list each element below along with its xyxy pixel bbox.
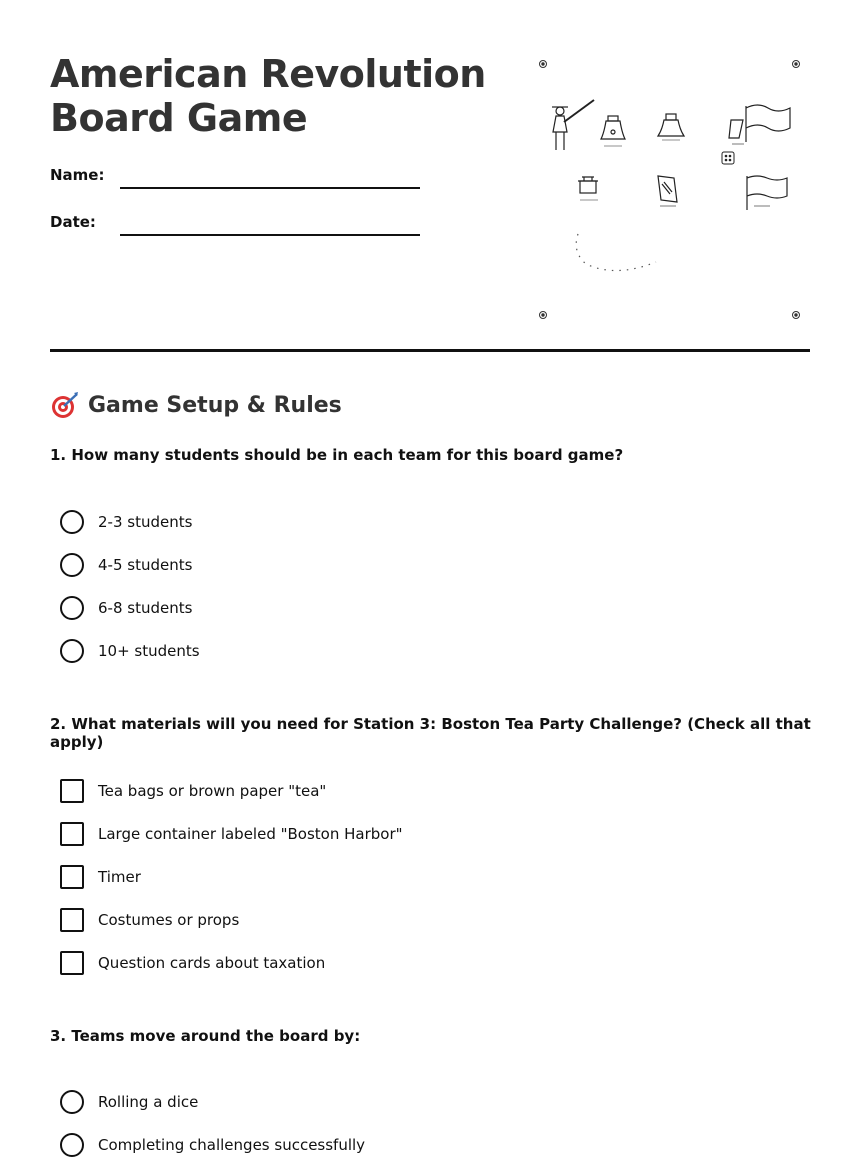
option-label: Tea bags or brown paper "tea" xyxy=(98,782,327,800)
question-1: 1. How many students should be in each team for this board game? xyxy=(50,446,624,464)
date-field[interactable] xyxy=(120,234,420,236)
q1-option-1[interactable] xyxy=(60,509,192,535)
option-label: 2-3 students xyxy=(98,513,193,531)
option-label: Timer xyxy=(98,868,141,886)
bell-icon xyxy=(658,114,684,140)
option-label: 6-8 students xyxy=(98,599,193,617)
q1-option-4[interactable] xyxy=(60,638,200,664)
q1-option-2[interactable] xyxy=(60,552,192,578)
q2-option-1[interactable] xyxy=(60,778,326,804)
checkbox[interactable] xyxy=(60,779,84,803)
q3-option-2[interactable] xyxy=(60,1132,365,1158)
header-divider xyxy=(50,349,810,352)
name-field[interactable] xyxy=(120,187,420,189)
checkbox[interactable] xyxy=(60,908,84,932)
liberty-bell-icon xyxy=(601,116,625,146)
q1-option-3[interactable] xyxy=(60,595,192,621)
flag-icon xyxy=(747,176,787,210)
section-title: Game Setup & Rules xyxy=(88,392,342,418)
checkbox[interactable] xyxy=(60,951,84,975)
radio-button[interactable] xyxy=(60,1090,84,1114)
building-icon xyxy=(578,177,598,200)
section-heading xyxy=(50,390,342,420)
option-label: Completing challenges successfully xyxy=(98,1136,366,1154)
q2-option-2[interactable] xyxy=(60,821,403,847)
radio-button[interactable] xyxy=(60,553,84,577)
option-label: 4-5 students xyxy=(98,556,193,574)
q2-option-4[interactable] xyxy=(60,907,239,933)
date-label: Date: xyxy=(50,213,96,231)
option-label: Large container labeled "Boston Harbor" xyxy=(98,825,403,843)
question-2: 2. What materials will you need for Station 3: Boston Tea Party Challenge? (Check all that apply) xyxy=(50,715,811,751)
title-line-1: American Revolution xyxy=(50,52,486,96)
title-line-2: Board Game xyxy=(50,96,308,140)
dice-icon xyxy=(722,152,734,164)
checkbox[interactable] xyxy=(60,865,84,889)
board-game-illustration xyxy=(536,56,806,324)
option-label: Costumes or props xyxy=(98,911,240,929)
checkbox[interactable] xyxy=(60,822,84,846)
q3-option-1[interactable] xyxy=(60,1089,198,1115)
board-path xyxy=(576,234,656,271)
radio-button[interactable] xyxy=(60,1133,84,1157)
radio-button[interactable] xyxy=(60,639,84,663)
document-icon xyxy=(658,176,677,206)
q2-option-3[interactable] xyxy=(60,864,141,890)
worksheet-title xyxy=(50,52,486,140)
option-label: Question cards about taxation xyxy=(98,954,326,972)
radio-button[interactable] xyxy=(60,596,84,620)
name-label: Name: xyxy=(50,166,105,184)
radio-button[interactable] xyxy=(60,510,84,534)
target-icon xyxy=(50,390,80,420)
minuteman-icon xyxy=(552,100,594,150)
question-3: 3. Teams move around the board by: xyxy=(50,1027,361,1045)
option-label: 10+ students xyxy=(98,642,200,660)
q2-option-5[interactable] xyxy=(60,950,325,976)
option-label: Rolling a dice xyxy=(98,1093,199,1111)
flag-icon xyxy=(729,105,790,144)
